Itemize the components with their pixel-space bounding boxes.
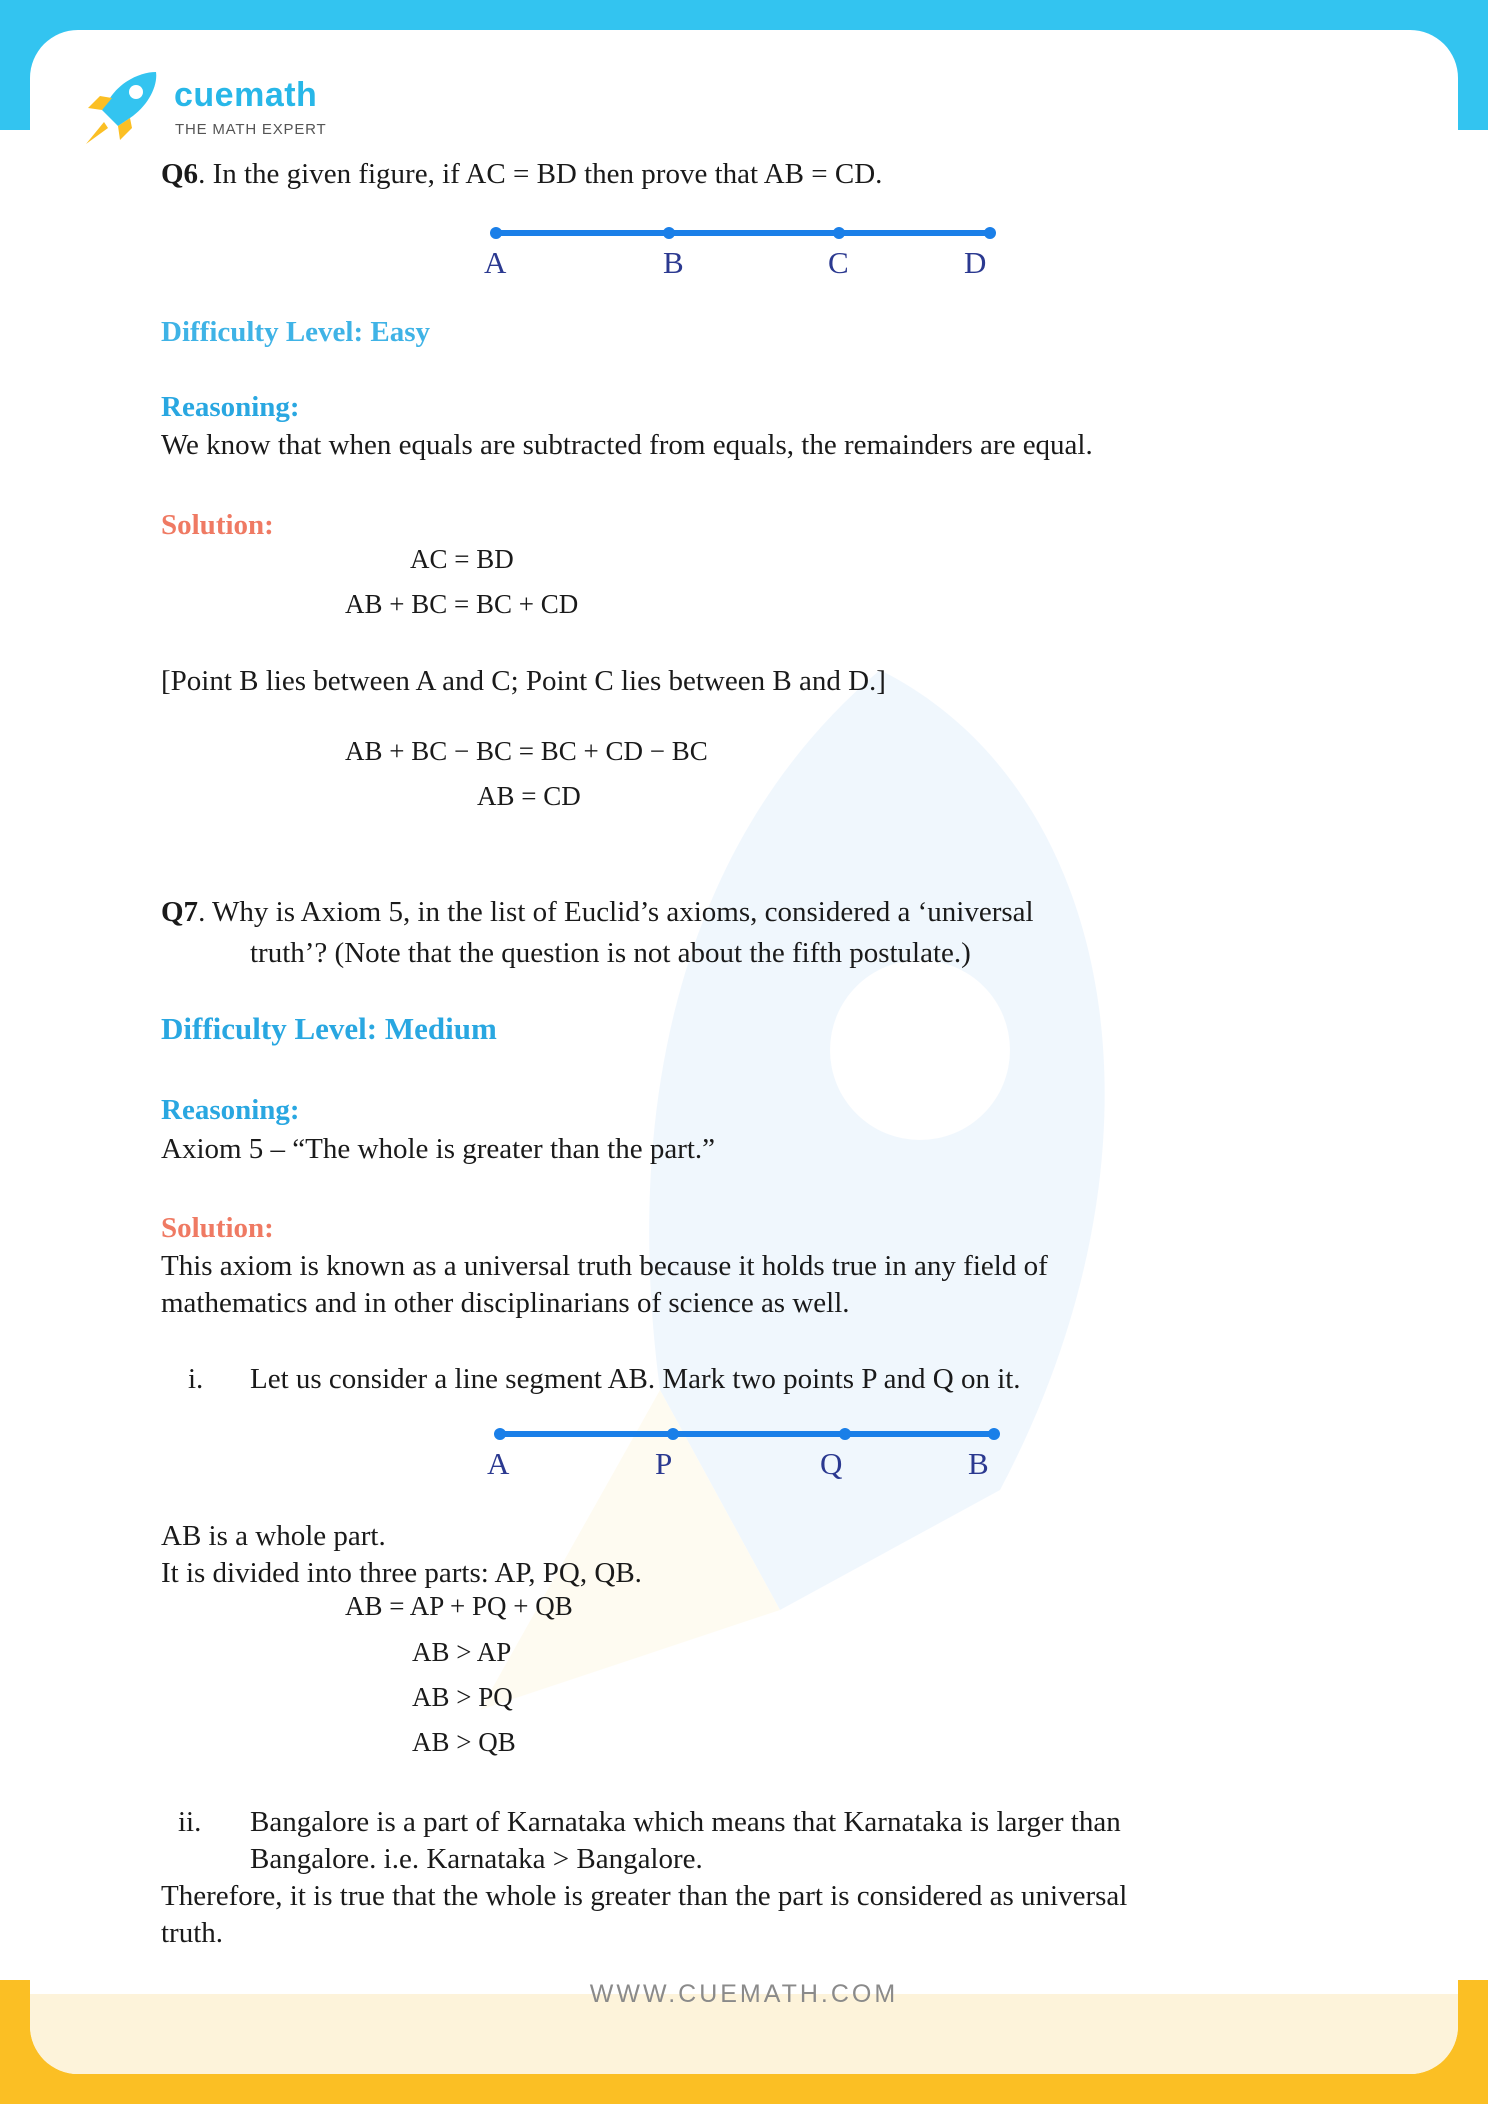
footer-url[interactable]: WWW.CUEMATH.COM xyxy=(589,1980,899,2008)
q6-reasoning-heading: Reasoning: xyxy=(161,391,300,423)
q7-equation-3: AB > PQ xyxy=(412,1682,513,1712)
q6-number: Q6 xyxy=(161,158,199,190)
q7-point-p xyxy=(667,1428,679,1440)
q6-text: . In the given figure, if AC = BD then prove that AB = CD. xyxy=(198,158,883,190)
q6-question xyxy=(161,156,882,192)
q7-reasoning-text: Axiom 5 – “The whole is greater than the part.” xyxy=(161,1133,716,1165)
q7-solution-line2: mathematics and in other disciplinarians of science as well. xyxy=(161,1287,850,1319)
q6-solution-heading: Solution: xyxy=(161,509,274,541)
q7-label-p: P xyxy=(655,1446,673,1481)
q7-equation-1: AB = AP + PQ + QB xyxy=(345,1591,573,1621)
q7-solution-line1: This axiom is known as a universal truth because it holds true in any field of xyxy=(161,1250,1048,1282)
q7-reasoning-heading: Reasoning: xyxy=(161,1094,300,1126)
q7-item1-text: Let us consider a line segment AB. Mark two points P and Q on it. xyxy=(250,1363,1021,1395)
q7-item2-line1: Bangalore is a part of Karnataka which means that Karnataka is larger than xyxy=(250,1806,1121,1838)
q6-equation-3: AB + BC − BC = BC + CD − BC xyxy=(345,736,708,766)
q7-divided-line: It is divided into three parts: AP, PQ, QB. xyxy=(161,1557,642,1589)
q6-reasoning-text: We know that when equals are subtracted from equals, the remainders are equal. xyxy=(161,429,1093,461)
q6-difficulty: Difficulty Level: Easy xyxy=(161,316,431,348)
q6-note: [Point B lies between A and C; Point C lies between B and D.] xyxy=(161,665,886,697)
q7-point-a xyxy=(494,1428,506,1440)
q7-difficulty: Difficulty Level: Medium xyxy=(161,1011,497,1046)
q7-line-segment xyxy=(484,1421,1014,1451)
q7-conclusion-line1: Therefore, it is true that the whole is greater than the part is considered as universal xyxy=(161,1880,1128,1912)
q6-point-a xyxy=(490,227,502,239)
logo-wordmark: cuemath xyxy=(174,76,318,114)
q6-point-b xyxy=(663,227,675,239)
cuemath-logo[interactable] xyxy=(82,68,382,148)
q7-conclusion-line2: truth. xyxy=(161,1917,224,1949)
logo-tagline: THE MATH EXPERT xyxy=(175,121,327,138)
q7-solution-heading: Solution: xyxy=(161,1212,274,1244)
q7-whole-line: AB is a whole part. xyxy=(161,1520,386,1552)
q6-label-d: D xyxy=(964,245,987,280)
q6-equation-1: AC = BD xyxy=(410,544,514,574)
q7-equation-2: AB > AP xyxy=(412,1637,512,1667)
q7-item2-line2: Bangalore. i.e. Karnataka > Bangalore. xyxy=(250,1843,703,1875)
q7-equation-4: AB > QB xyxy=(412,1727,516,1757)
q7-question-line1 xyxy=(161,894,1034,930)
q6-label-a: A xyxy=(484,245,507,280)
q6-equation-4: AB = CD xyxy=(477,781,581,811)
q7-text-line1: . Why is Axiom 5, in the list of Euclid’s axioms, considered a ‘universal xyxy=(198,896,1034,928)
q7-point-b xyxy=(988,1428,1000,1440)
q6-point-d xyxy=(984,227,996,239)
q6-line-segment xyxy=(480,220,1010,250)
q6-label-c: C xyxy=(828,245,849,280)
q7-label-a: A xyxy=(487,1446,510,1481)
q6-equation-2: AB + BC = BC + CD xyxy=(345,589,579,619)
q7-question-line2: truth’? (Note that the question is not about the fifth postulate.) xyxy=(250,937,971,969)
q6-label-b: B xyxy=(663,245,684,280)
q7-item2-marker: ii. xyxy=(178,1806,202,1838)
q7-point-q xyxy=(839,1428,851,1440)
q7-number: Q7 xyxy=(161,896,199,928)
q7-label-q: Q xyxy=(820,1446,843,1481)
q6-point-c xyxy=(833,227,845,239)
q7-label-b: B xyxy=(968,1446,989,1481)
rocket-logo-icon xyxy=(82,68,164,148)
q7-item1-marker: i. xyxy=(188,1363,204,1395)
